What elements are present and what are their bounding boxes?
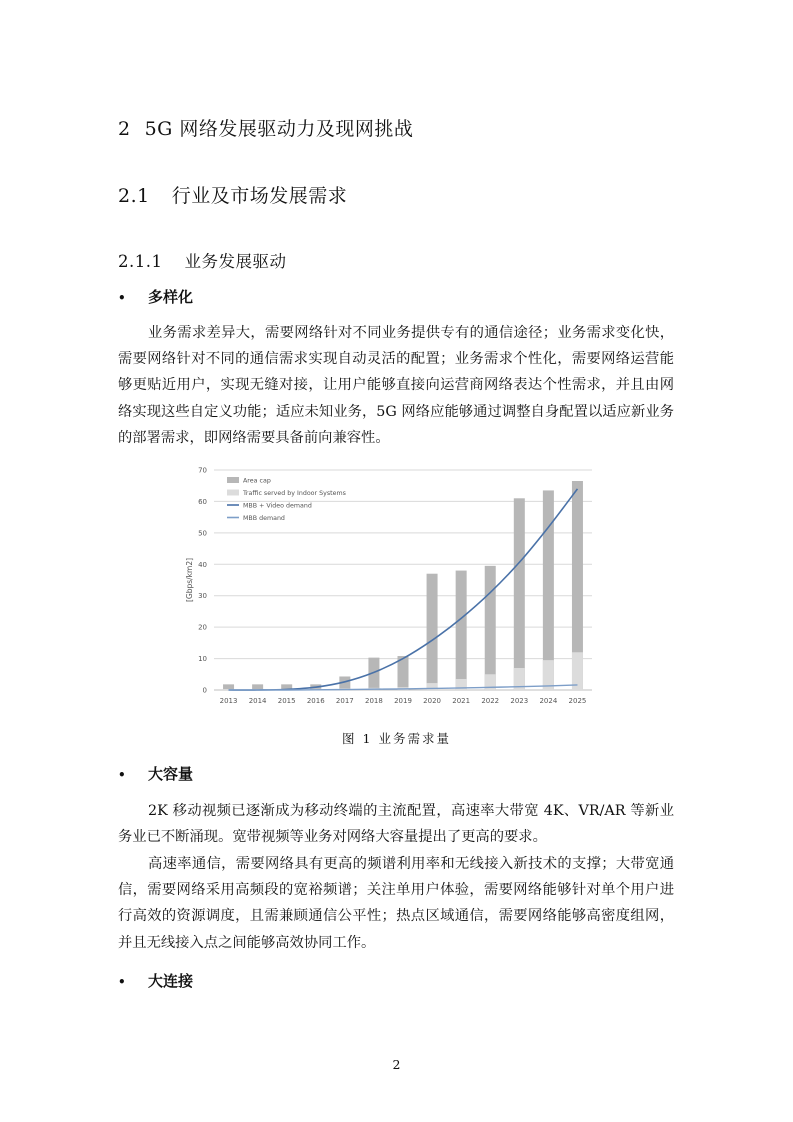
figure-caption: 图 1 业务需求量 [342, 731, 451, 746]
y-tick-label: 30 [198, 592, 207, 601]
x-tick-label: 2020 [423, 697, 441, 705]
x-tick-label: 2014 [248, 697, 267, 705]
bar-area-cap [427, 574, 438, 690]
x-tick-label: 2015 [277, 697, 296, 705]
demand-chart [172, 462, 604, 712]
bullet-diversity [118, 286, 193, 307]
chart-x-tick-labels [220, 697, 587, 705]
section-heading-2-1-1 [118, 248, 286, 272]
chart-y-axis-label: [Gbps/km2] [185, 557, 194, 603]
x-tick-label: 2019 [394, 697, 412, 705]
y-tick-label: 20 [198, 623, 207, 632]
bullet-connections [118, 970, 193, 991]
section-title: 行业及市场发展需求 [171, 185, 348, 207]
legend-swatch [227, 490, 239, 496]
y-tick-label: 10 [198, 655, 207, 664]
legend-label: Traffic served by Indoor Systems [243, 490, 346, 497]
section-title: 5G 网络发展驱动力及现网挑战 [144, 118, 414, 140]
x-tick-label: 2018 [365, 697, 383, 705]
y-tick-label: 0 [202, 686, 207, 695]
legend-label: MBB demand [243, 515, 285, 522]
y-tick-label: 60 [198, 497, 207, 506]
x-tick-label: 2017 [335, 697, 354, 705]
bullet-icon: • [118, 975, 126, 989]
section-number: 2.1.1 [118, 252, 163, 271]
legend-swatch [227, 477, 239, 483]
section-number: 2.1 [118, 185, 150, 207]
x-tick-label: 2022 [481, 697, 500, 705]
x-tick-label: 2016 [306, 697, 325, 705]
section-title: 业务发展驱动 [184, 252, 287, 271]
paragraph-diversity: 业务需求差异大，需要网络针对不同业务提供专有的通信途径；业务需求变化快，需要网络针对不同的通信需求实现自动灵活的配置；业务需求个性化，需要网络运营能够更贴近用户，实现无缝对接，让用户能够直接向运营商网络表达个性需求，并且由网络实现这些自定义功能；适应未知业务，5G 网络应能够通过调整自身配置以适应新业务的部署需求，即网络需要具备前向兼容性。 [118, 325, 674, 446]
bar-indoor [572, 652, 583, 690]
chart-y-tick-labels [198, 467, 207, 695]
chart-legend [227, 477, 346, 522]
bullet-label: 大连接 [148, 972, 194, 990]
y-tick-label: 50 [198, 529, 207, 538]
x-tick-label: 2025 [568, 697, 587, 705]
bar-area-cap [543, 490, 554, 690]
legend-label: Area cap [243, 477, 271, 485]
y-tick-label: 40 [198, 560, 207, 569]
x-tick-label: 2013 [219, 697, 238, 705]
page-number: 2 [392, 1057, 401, 1072]
x-tick-label: 2023 [510, 697, 529, 705]
bullet-capacity [118, 763, 193, 784]
bar-area-cap [485, 566, 496, 690]
bar-area-cap [456, 571, 467, 690]
x-tick-label: 2021 [452, 697, 471, 705]
x-tick-label: 2024 [539, 697, 558, 705]
section-heading-2-1 [118, 181, 347, 208]
paragraph-capacity-2: 高速率通信，需要网络具有更高的频谱利用率和无线接入新技术的支撑；大带宽通信，需要网络采用高频段的宽裕频谱；关注单用户体验，需要网络能够针对单个用户进行高效的资源调度，且需兼顾通信公平性；热点区域通信，需要网络能够高密度组网，并且无线接入点之间能够高效协同工作。 [118, 856, 674, 951]
bullet-icon: • [118, 768, 126, 782]
section-heading-2 [118, 114, 413, 141]
y-tick-label: 70 [198, 466, 207, 475]
section-number: 2 [118, 118, 131, 140]
paragraph-capacity-1: 2K 移动视频已逐渐成为移动终端的主流配置，高速率大带宽 4K、VR/AR 等新业务业已不断涌现。宽带视频等业务对网络大容量提出了更高的要求。 [118, 803, 674, 846]
bullet-label: 大容量 [148, 765, 194, 783]
legend-label: MBB + Video demand [243, 502, 312, 510]
bullet-label: 多样化 [148, 288, 194, 306]
bullet-icon: • [118, 291, 126, 305]
bar-area-cap [514, 498, 525, 690]
